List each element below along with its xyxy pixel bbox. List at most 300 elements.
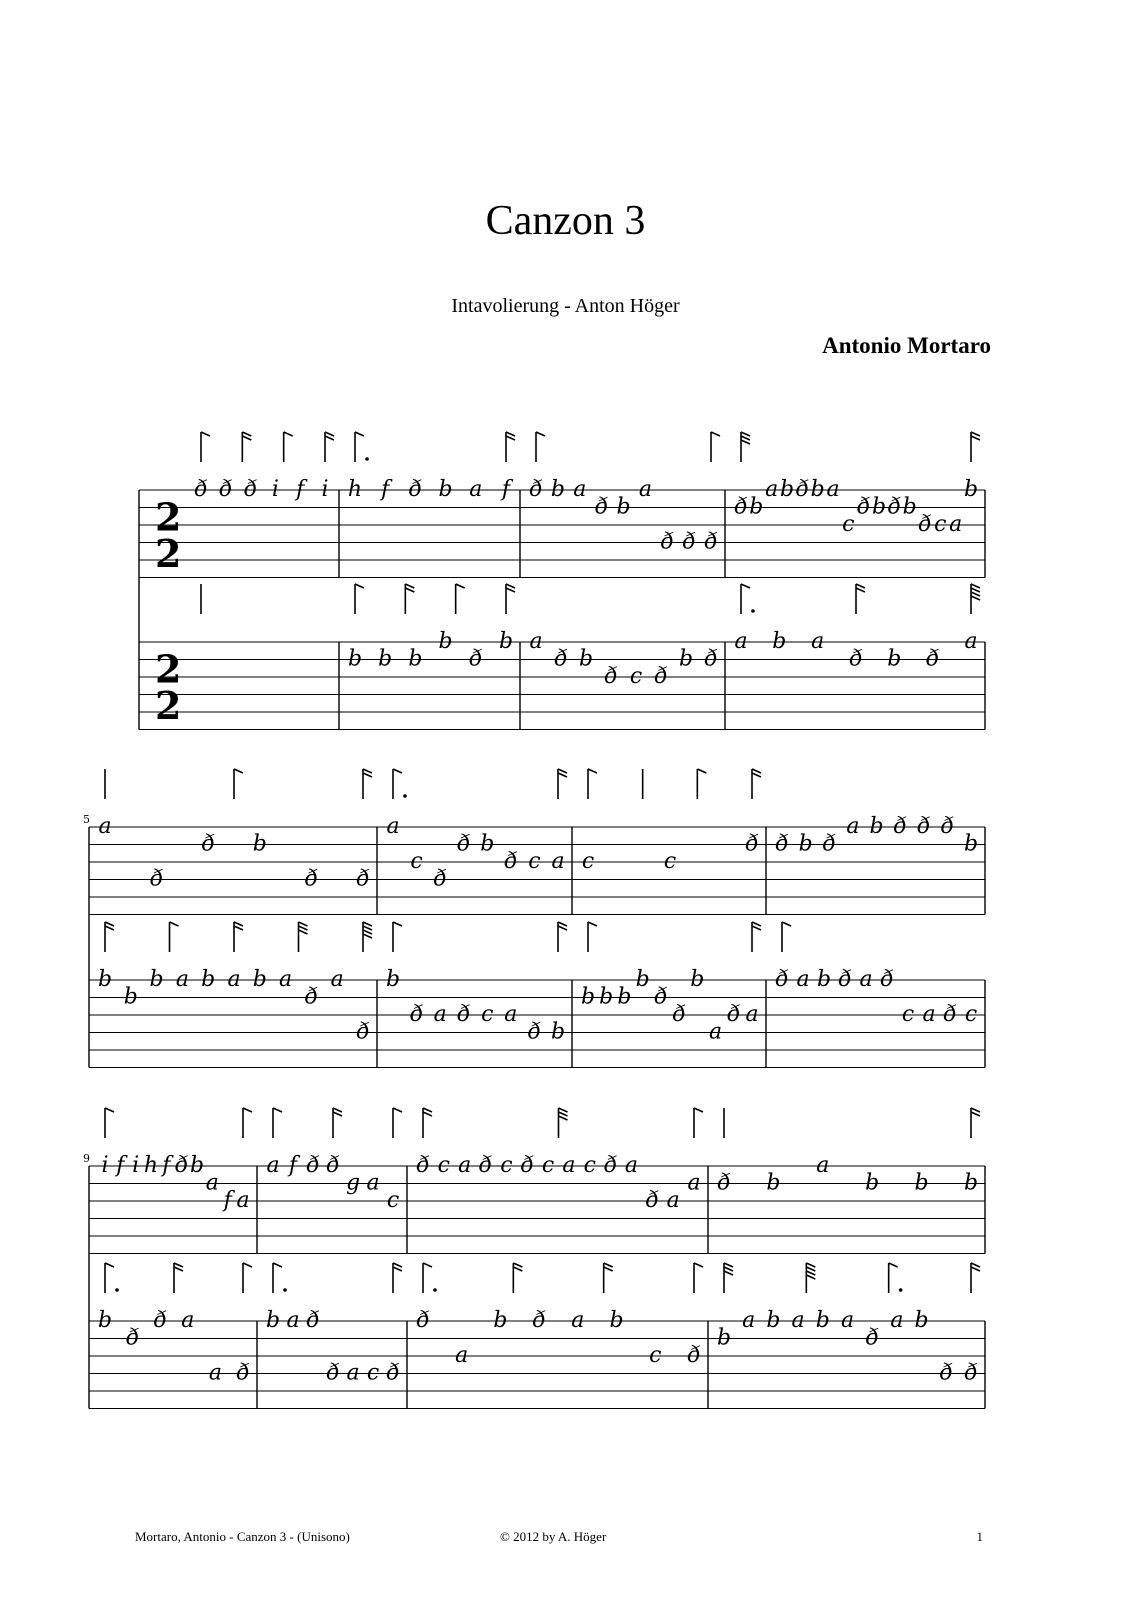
fret-letter: i — [271, 477, 279, 502]
rhythm-flag — [558, 769, 567, 799]
fret-letter: b — [963, 477, 979, 502]
flag-hook — [405, 588, 414, 592]
flag-dot — [283, 1288, 287, 1292]
fret-letter: ð — [704, 646, 718, 672]
fret-letter: ð — [595, 494, 609, 520]
fret-letter: g — [345, 1170, 361, 1196]
fret-letter: c — [964, 1002, 978, 1027]
fret-letter: b — [252, 967, 267, 992]
fret-letter: c — [629, 664, 643, 689]
system-1 — [139, 432, 985, 730]
fret-letter: a — [964, 629, 978, 654]
fret-letter: b — [779, 477, 795, 502]
fret-letter: ð — [504, 849, 518, 874]
fret-letter: ð — [660, 529, 674, 555]
fret-letter: b — [902, 494, 917, 520]
fret-letter: c — [386, 1188, 400, 1213]
fret-letter: ð — [243, 477, 258, 502]
rhythm-flag — [234, 922, 243, 952]
system-2 — [83, 769, 985, 1068]
rhythm-flag — [423, 1263, 437, 1293]
flag-hook — [325, 436, 334, 440]
flag-hook — [588, 922, 597, 926]
rhythm-flag — [971, 432, 980, 462]
fret-letter: ð — [727, 1002, 741, 1027]
rhythm-flag — [782, 922, 791, 952]
fret-letter: ð — [880, 967, 894, 992]
fret-letter: ð — [326, 1153, 340, 1178]
fret-letter: ð — [149, 866, 164, 892]
fret-letter: b — [798, 831, 813, 857]
flag-hook — [741, 584, 750, 588]
flag-hook — [971, 592, 980, 596]
fret-letter: b — [887, 646, 902, 672]
fret-letter: ð — [532, 1308, 546, 1333]
composer-name: Antonio Mortaro — [822, 333, 991, 358]
rhythm-flag — [559, 1108, 568, 1138]
rhythm-flag — [243, 1108, 252, 1138]
rhythm-flag — [201, 432, 210, 462]
flag-hook — [806, 1263, 815, 1267]
rhythm-flag — [105, 1108, 114, 1138]
rhythm-flag — [558, 922, 567, 952]
tab-staff — [139, 432, 985, 578]
system-3 — [83, 1108, 985, 1409]
rhythm-flag — [333, 1108, 342, 1138]
measure-number: 9 — [83, 1152, 90, 1165]
flag-hook — [355, 584, 364, 588]
fret-letter: ð — [457, 1002, 471, 1027]
fret-letter: ð — [306, 1153, 320, 1178]
fret-letter: b — [716, 1325, 732, 1351]
fret-letter: ð — [153, 1308, 167, 1333]
rhythm-flag — [741, 584, 755, 614]
rhythm-flag — [363, 922, 372, 952]
tab-staff — [139, 584, 985, 730]
fret-letter: ð — [964, 1360, 978, 1386]
fret-letter: c — [366, 1360, 380, 1386]
rhythm-flag — [971, 1263, 980, 1293]
flag-hook — [506, 584, 515, 588]
flag-hook — [299, 922, 308, 926]
flag-hook — [558, 926, 567, 930]
time-signature-top: 2 — [155, 646, 182, 692]
fret-letter: b — [498, 629, 514, 654]
fret-letter: c — [481, 1002, 494, 1027]
rhythm-flag — [588, 769, 597, 799]
flag-hook — [559, 1108, 568, 1112]
fret-letter: ð — [356, 866, 370, 892]
flag-hook — [724, 1263, 733, 1267]
flag-hook — [741, 432, 750, 436]
tab-staff — [89, 769, 985, 915]
fret-letter: a — [624, 1153, 639, 1178]
fret-letter: ð — [940, 814, 954, 839]
flag-hook — [782, 922, 791, 926]
fret-letter: ð — [433, 866, 447, 892]
fret-letter: a — [98, 814, 112, 839]
fret-letter: ð — [236, 1360, 250, 1386]
flag-hook — [234, 769, 243, 773]
fret-letter: a — [562, 1153, 576, 1178]
fret-letter: c — [410, 849, 423, 874]
flag-hook — [242, 436, 251, 440]
flag-hook — [889, 1263, 898, 1267]
fret-letter: b — [871, 494, 887, 520]
fret-letter: a — [638, 477, 652, 502]
fret-letter: b — [599, 984, 614, 1010]
fret-letter: ð — [219, 477, 233, 502]
fret-letter: a — [286, 1308, 300, 1333]
flag-hook — [752, 769, 761, 773]
flag-hook — [604, 1267, 613, 1271]
flag-hook — [363, 769, 372, 773]
rhythm-flag — [694, 1108, 703, 1138]
flag-hook — [856, 588, 865, 592]
fret-letter: ð — [469, 646, 483, 672]
flag-hook — [506, 588, 515, 592]
fret-letter: i — [132, 1153, 140, 1178]
flag-hook — [405, 584, 414, 588]
fret-letter: a — [573, 477, 587, 502]
time-signature-top: 2 — [155, 494, 182, 540]
rhythm-flag — [325, 432, 334, 462]
flag-dot — [115, 1288, 119, 1292]
fret-letter: b — [749, 494, 764, 520]
flag-hook — [558, 769, 567, 773]
fret-letter: ð — [386, 1360, 400, 1386]
flag-hook — [393, 1263, 402, 1267]
fret-letter: ð — [745, 831, 759, 857]
flag-hook — [506, 436, 515, 440]
flag-hook — [513, 1263, 522, 1267]
fret-letter: b — [97, 1308, 113, 1333]
fret-letter: c — [528, 849, 541, 874]
fret-letter: ð — [734, 494, 748, 520]
flag-dot — [433, 1288, 437, 1292]
fret-letter: ð — [654, 664, 668, 689]
fret-letter: a — [433, 1002, 447, 1027]
rhythm-flag — [536, 432, 545, 462]
fret-letter: b — [378, 646, 393, 672]
fret-letter: ð — [687, 1343, 701, 1368]
fret-letter: a — [859, 967, 873, 992]
fret-letter: c — [842, 512, 855, 537]
rhythm-flag — [243, 1263, 252, 1293]
fret-letter: f — [223, 1188, 232, 1213]
flag-hook — [971, 588, 980, 592]
fret-letter: a — [791, 1308, 805, 1333]
flag-hook — [393, 922, 402, 926]
fret-letter: b — [438, 477, 453, 502]
flag-hook — [741, 436, 750, 440]
flag-hook — [604, 1263, 613, 1267]
rhythm-flag — [355, 584, 364, 614]
rhythm-flag — [752, 922, 761, 952]
flag-dot — [365, 457, 369, 461]
fret-letter: a — [181, 1308, 195, 1333]
fret-letter: h — [347, 477, 363, 502]
rhythm-flag — [299, 922, 308, 952]
fret-letter: i — [321, 477, 329, 502]
time-signature-bottom: 2 — [155, 683, 182, 728]
flag-hook — [363, 934, 372, 938]
flag-dot — [751, 609, 755, 613]
flag-hook — [971, 1263, 980, 1267]
fret-letter: b — [385, 967, 401, 992]
fret-letter: ð — [457, 831, 471, 857]
fret-letter: ð — [326, 1360, 340, 1386]
flag-hook — [333, 1112, 342, 1116]
flag-hook — [752, 922, 761, 926]
flag-hook — [201, 432, 210, 436]
flag-hook — [724, 1267, 733, 1271]
fret-letter: ð — [645, 1188, 659, 1213]
rhythm-flag — [273, 1108, 282, 1138]
rhythm-flag — [588, 922, 597, 952]
rhythm-flag — [284, 432, 293, 462]
flag-hook — [741, 440, 750, 444]
flag-hook — [806, 1271, 815, 1275]
rhythm-flag — [724, 1263, 733, 1293]
fret-letter: f — [162, 1153, 171, 1178]
flag-hook — [971, 1112, 980, 1116]
flag-hook — [393, 1108, 402, 1112]
fret-letter: a — [826, 477, 840, 502]
piece-title: Canzon 3 — [485, 198, 646, 244]
flag-hook — [234, 922, 243, 926]
fret-letter: ð — [849, 646, 863, 672]
rhythm-flag — [405, 584, 414, 614]
flag-hook — [694, 1263, 703, 1267]
fret-letter: a — [687, 1170, 701, 1196]
flag-hook — [697, 769, 706, 773]
fret-letter: f — [501, 477, 511, 502]
fret-letter: a — [745, 1002, 759, 1027]
flag-hook — [724, 1271, 733, 1275]
flag-hook — [752, 773, 761, 777]
fret-letter: ð — [409, 1002, 424, 1027]
rhythm-flag — [856, 584, 865, 614]
flag-hook — [559, 1116, 568, 1120]
fret-letter: a — [949, 512, 963, 537]
fret-letter: ð — [654, 984, 668, 1010]
flag-hook — [393, 1267, 402, 1271]
flag-hook — [423, 1263, 432, 1267]
rhythm-flag — [456, 584, 465, 614]
fret-letter: ð — [201, 831, 215, 857]
fret-letter: c — [663, 849, 677, 874]
flag-hook — [355, 432, 364, 436]
flag-hook — [363, 930, 372, 934]
flag-hook — [363, 922, 372, 926]
flag-hook — [506, 432, 515, 436]
rhythm-flag — [694, 1263, 703, 1293]
fret-letter: a — [765, 477, 779, 502]
fret-letter: ð — [306, 1308, 320, 1333]
flag-hook — [242, 432, 251, 436]
rhythm-flag — [506, 584, 515, 614]
fret-letter: b — [493, 1308, 508, 1333]
fret-letter: ð — [775, 831, 789, 857]
tab-staff — [89, 922, 985, 1068]
fret-letter: a — [455, 1343, 469, 1368]
tab-staff — [89, 1263, 985, 1409]
flag-hook — [105, 1263, 114, 1267]
flag-hook — [363, 773, 372, 777]
fret-letter: c — [500, 1153, 513, 1178]
flag-hook — [284, 432, 293, 436]
rhythm-flag — [393, 1263, 402, 1293]
fret-letter: a — [208, 1360, 222, 1386]
fret-letter: ð — [857, 494, 871, 520]
fret-letter: ð — [125, 1325, 140, 1351]
flag-hook — [971, 584, 980, 588]
fret-letter: b — [963, 1170, 979, 1196]
fret-letter: a — [330, 967, 344, 992]
fret-letter: i — [101, 1153, 109, 1178]
fret-letter: b — [123, 984, 138, 1010]
fret-letter: a — [386, 814, 400, 839]
flag-hook — [299, 926, 308, 930]
rhythm-flag — [711, 432, 720, 462]
flag-hook — [325, 432, 334, 436]
fret-letter: ð — [939, 1360, 953, 1386]
rhythm-flag — [806, 1263, 815, 1293]
fret-letter: b — [914, 1170, 929, 1196]
fret-letter: ð — [865, 1325, 879, 1351]
rhythm-flag — [355, 432, 369, 462]
flag-hook — [393, 769, 402, 773]
fret-letter: a — [742, 1308, 756, 1333]
rhythm-flag — [174, 1263, 183, 1293]
fret-letter: b — [963, 831, 979, 857]
fret-letter: ð — [838, 967, 852, 992]
rhythm-flag — [105, 922, 114, 952]
rhythm-flag — [363, 769, 372, 799]
fret-letter: b — [815, 1308, 830, 1333]
fret-letter: ð — [887, 494, 901, 520]
fret-letter: c — [901, 1002, 915, 1027]
fret-letter: b — [617, 984, 632, 1010]
fret-letter: ð — [194, 477, 208, 502]
flag-hook — [234, 926, 243, 930]
fret-letter: a — [458, 1153, 472, 1178]
rhythm-flag — [604, 1263, 613, 1293]
flag-hook — [105, 922, 114, 926]
fret-letter: ð — [356, 1019, 370, 1045]
flag-hook — [971, 1267, 980, 1271]
fret-letter: c — [437, 1153, 451, 1178]
fret-letter: b — [766, 1308, 781, 1333]
flag-hook — [456, 584, 465, 588]
flag-hook — [711, 432, 720, 436]
flag-hook — [243, 1108, 252, 1112]
fret-letter: b — [97, 967, 113, 992]
rhythm-flag — [752, 769, 761, 799]
footer-source: Mortaro, Antonio - Canzon 3 - (Unisono) — [135, 1529, 350, 1544]
fret-letter: ð — [893, 814, 907, 839]
fret-letter: ð — [529, 477, 543, 502]
flag-hook — [243, 1263, 252, 1267]
fret-letter: a — [551, 849, 565, 874]
fret-letter: b — [865, 1170, 880, 1196]
fret-letter: a — [175, 967, 189, 992]
fret-letter: b — [766, 1170, 781, 1196]
rhythm-flag — [273, 1263, 287, 1293]
fret-letter: a — [708, 1019, 723, 1045]
fret-letter: h — [143, 1153, 159, 1178]
rhythm-flag — [506, 432, 515, 462]
fret-letter: ð — [704, 529, 718, 555]
flag-dot — [403, 794, 407, 798]
fret-letter: b — [189, 1153, 205, 1178]
fret-letter: ð — [926, 646, 940, 672]
flag-hook — [971, 596, 980, 600]
fret-letter: ð — [682, 529, 696, 555]
fret-letter: a — [469, 477, 483, 502]
fret-letter: ð — [604, 664, 618, 689]
fret-letter: b — [201, 967, 216, 992]
fret-letter: b — [678, 646, 694, 672]
fret-letter: a — [504, 1002, 518, 1027]
fret-letter: ð — [918, 512, 932, 537]
flag-hook — [423, 1112, 432, 1116]
fret-letter: ð — [304, 984, 319, 1010]
fret-letter: a — [816, 1153, 830, 1178]
fret-letter: b — [480, 831, 495, 857]
flag-hook — [806, 1275, 815, 1279]
fret-letter: a — [922, 1002, 936, 1027]
flag-hook — [588, 769, 597, 773]
fret-letter: ð — [672, 1002, 686, 1027]
page-number: 1 — [976, 1529, 983, 1544]
fret-letter: b — [149, 967, 164, 992]
fret-letter: ð — [520, 1153, 534, 1178]
fret-letter: c — [649, 1343, 662, 1368]
fret-letter: a — [266, 1153, 280, 1178]
tab-staff — [89, 1108, 985, 1254]
fret-letter: a — [840, 1308, 855, 1333]
fret-letter: b — [580, 984, 596, 1010]
flag-hook — [299, 930, 308, 934]
fret-letter: ð — [795, 477, 809, 502]
fret-letter: c — [934, 512, 947, 537]
fret-letter: c — [541, 1153, 555, 1178]
fret-letter: f — [288, 1153, 298, 1178]
fret-letter: a — [227, 967, 241, 992]
flag-hook — [174, 1263, 183, 1267]
flag-hook — [170, 922, 179, 926]
flag-hook — [971, 436, 980, 440]
flag-hook — [694, 1108, 703, 1112]
flag-hook — [273, 1263, 282, 1267]
fret-letter: ð — [717, 1170, 731, 1196]
fret-letter: b — [690, 967, 705, 992]
fret-letter: ð — [175, 1153, 189, 1178]
fret-letter: b — [616, 494, 631, 520]
flag-hook — [806, 1267, 815, 1271]
fret-letter: ð — [478, 1153, 493, 1178]
fret-letter: b — [347, 646, 363, 672]
fret-letter: ð — [554, 646, 568, 672]
flag-hook — [752, 926, 761, 930]
flag-hook — [363, 926, 372, 930]
fret-letter: c — [581, 849, 595, 874]
flag-hook — [105, 926, 114, 930]
fret-letter: ð — [775, 967, 789, 992]
fret-letter: ð — [822, 831, 836, 857]
